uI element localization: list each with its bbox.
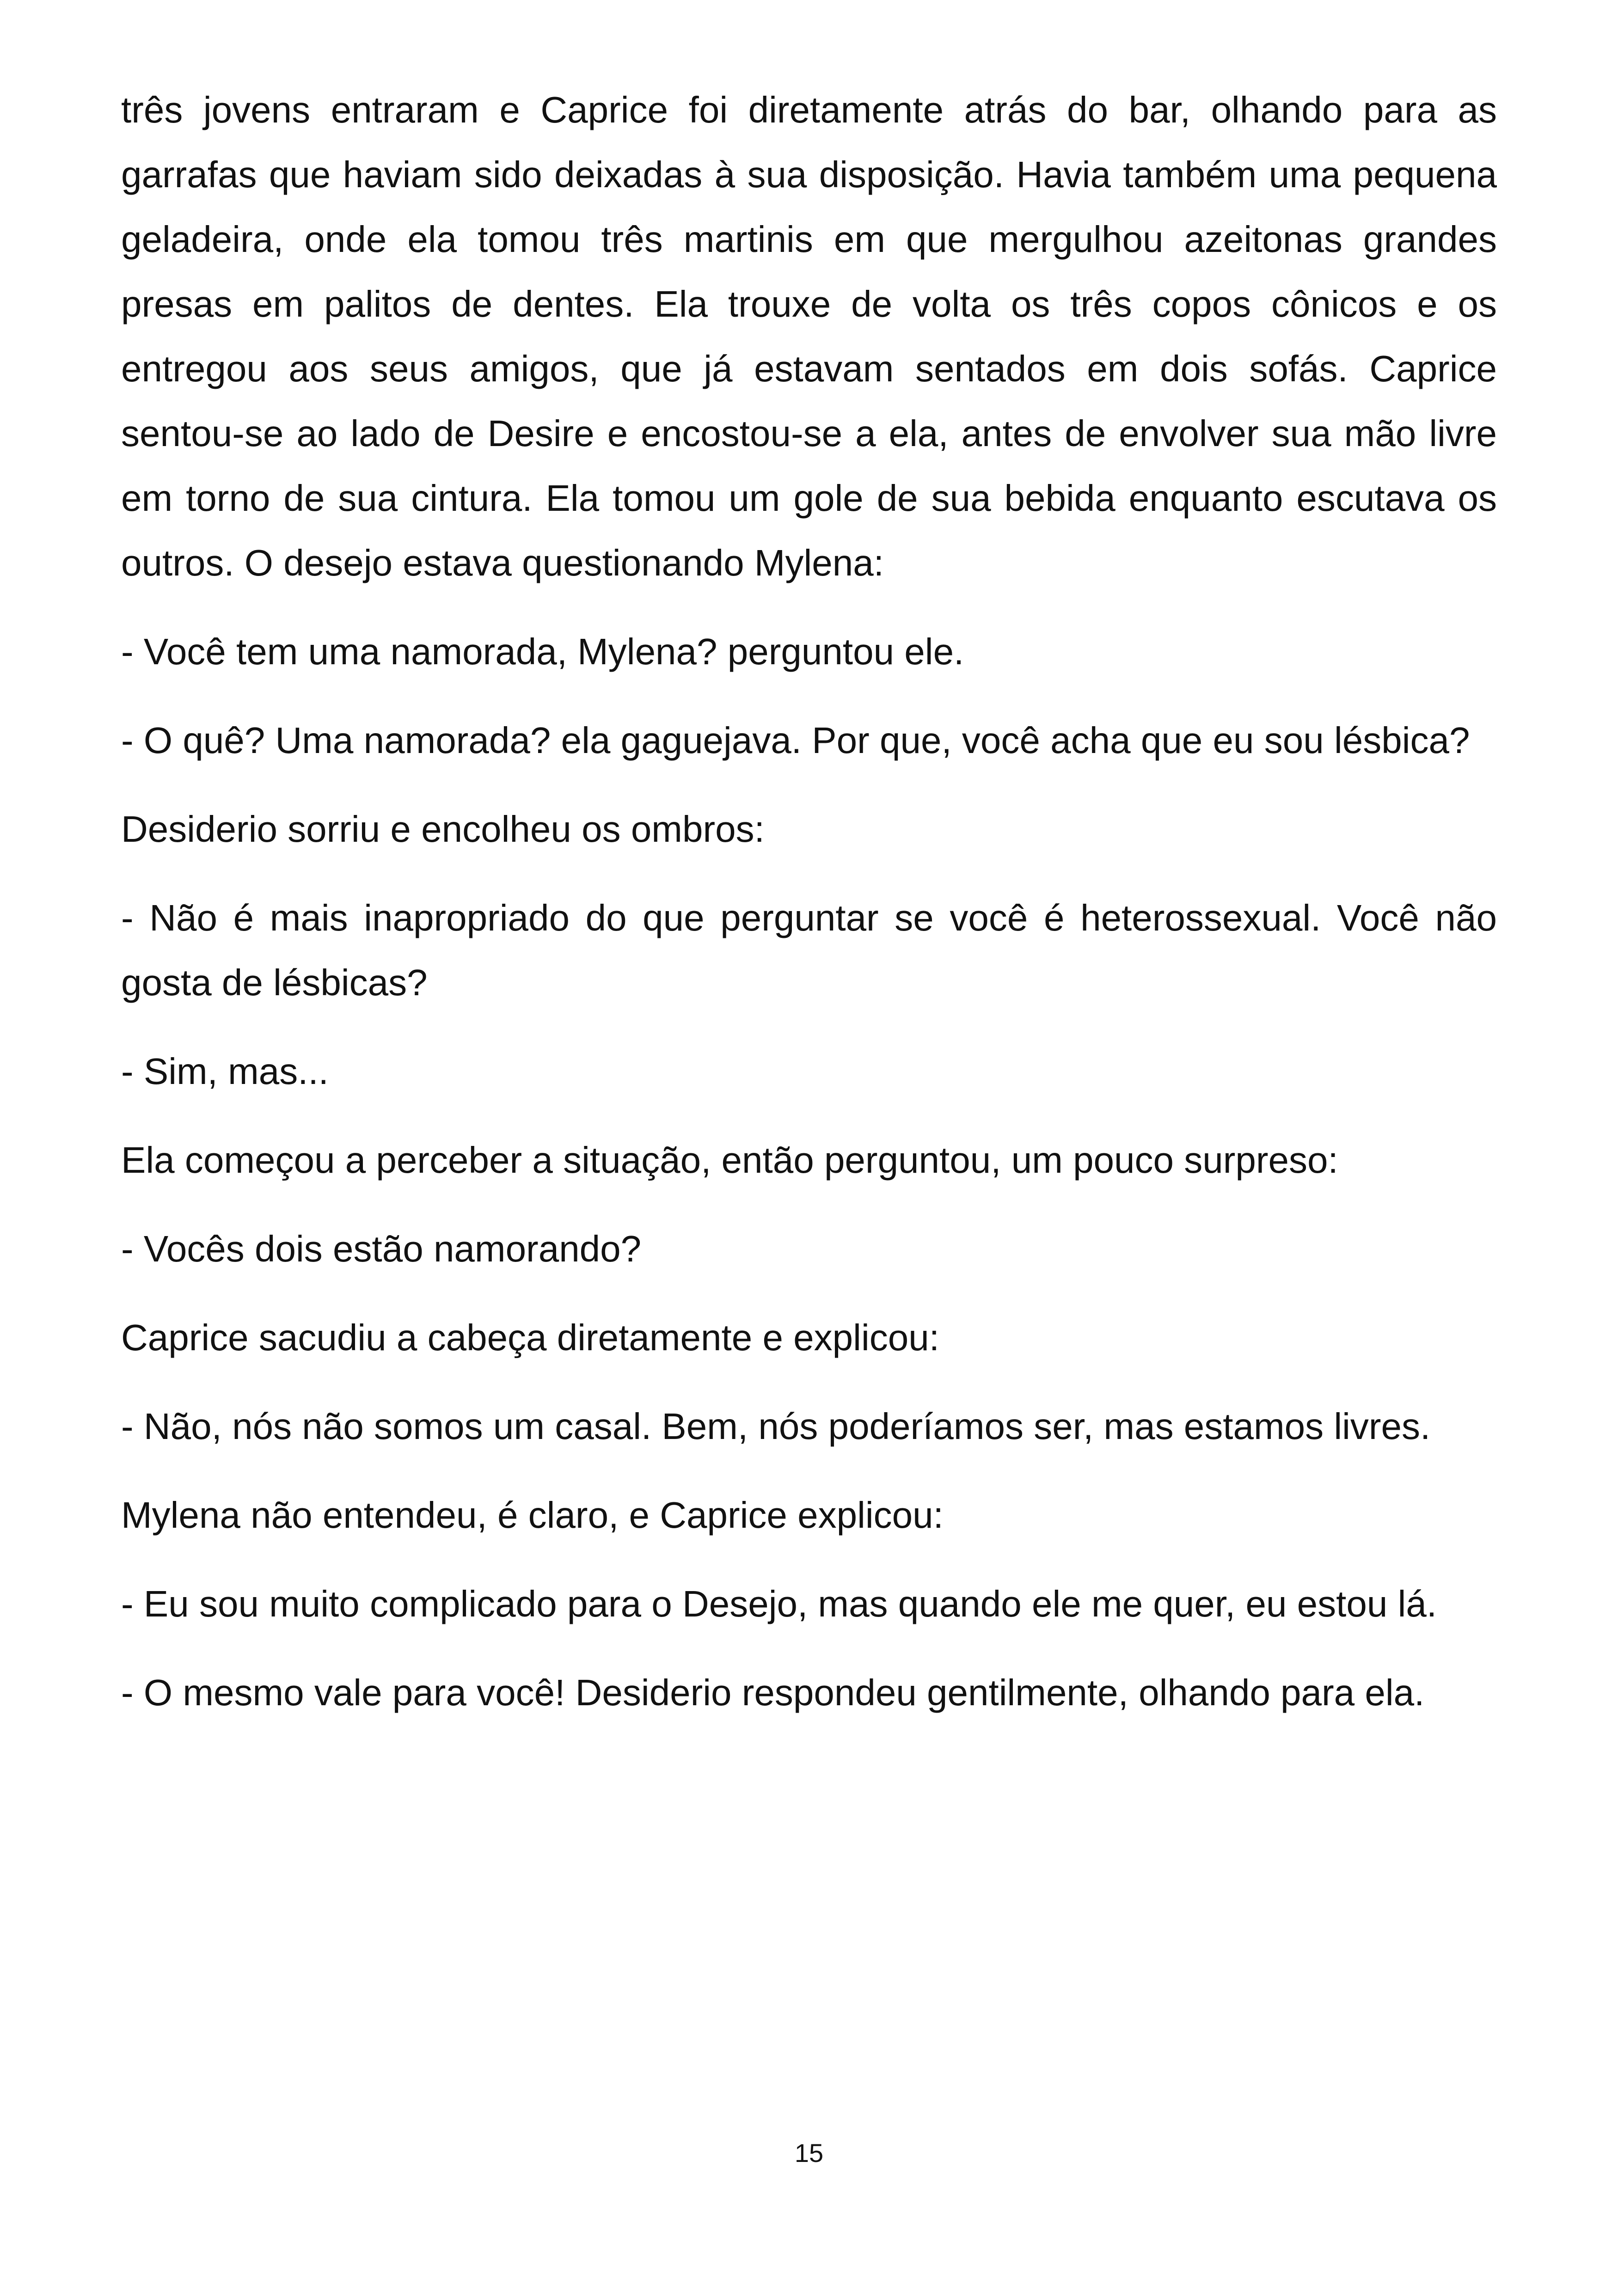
paragraph-3: - O quê? Uma namorada? ela gaguejava. Por que, você acha que eu sou lésbica? xyxy=(121,720,1470,761)
paragraph-12: - Eu sou muito complicado para o Desejo, mas quando ele me quer, eu estou lá. xyxy=(121,1583,1437,1624)
paragraph-10: - Não, nós não somos um casal. Bem, nós poderíamos ser, mas estamos livres. xyxy=(121,1406,1431,1447)
body-text xyxy=(121,78,1497,1749)
paragraph-11: Mylena não entendeu, é claro, e Caprice explicou: xyxy=(121,1494,944,1536)
paragraph-13: - O mesmo vale para você! Desiderio respondeu gentilmente, olhando para ela. xyxy=(121,1672,1425,1713)
paragraph-5: - Não é mais inapropriado do que perguntar se você é heterossexual. Você não gosta de lésbicas? xyxy=(121,897,1497,1003)
paragraph-9: Caprice sacudiu a cabeça diretamente e explicou: xyxy=(121,1317,939,1358)
paragraph-6: - Sim, mas... xyxy=(121,1051,329,1092)
paragraph-7: Ela começou a perceber a situação, então perguntou, um pouco surpreso: xyxy=(121,1139,1338,1181)
paragraph-1: três jovens entraram e Caprice foi diretamente atrás do bar, olhando para as garrafas que haviam sido deixadas à sua disposição. Havia também uma pequena geladeira, onde ela tomou três martinis em que mergulhou azeitonas grandes presas em palitos de dentes. Ela trouxe de volta os três copos cônicos e os entregou aos seus amigos, que já estavam sentados em dois sofás. Caprice sentou-se ao lado de Desire e encostou-se a ela, antes de envolver sua mão livre em torno de sua cintura. Ela tomou um gole de sua bebida enquanto escutava os outros. O desejo estava questionando Mylena: xyxy=(121,89,1497,583)
paragraph-8: - Vocês dois estão namorando? xyxy=(121,1228,642,1269)
paragraph-2: - Você tem uma namorada, Mylena? perguntou ele. xyxy=(121,631,964,672)
page-number: 15 xyxy=(794,2138,824,2167)
paragraph-4: Desiderio sorriu e encolheu os ombros: xyxy=(121,808,765,850)
